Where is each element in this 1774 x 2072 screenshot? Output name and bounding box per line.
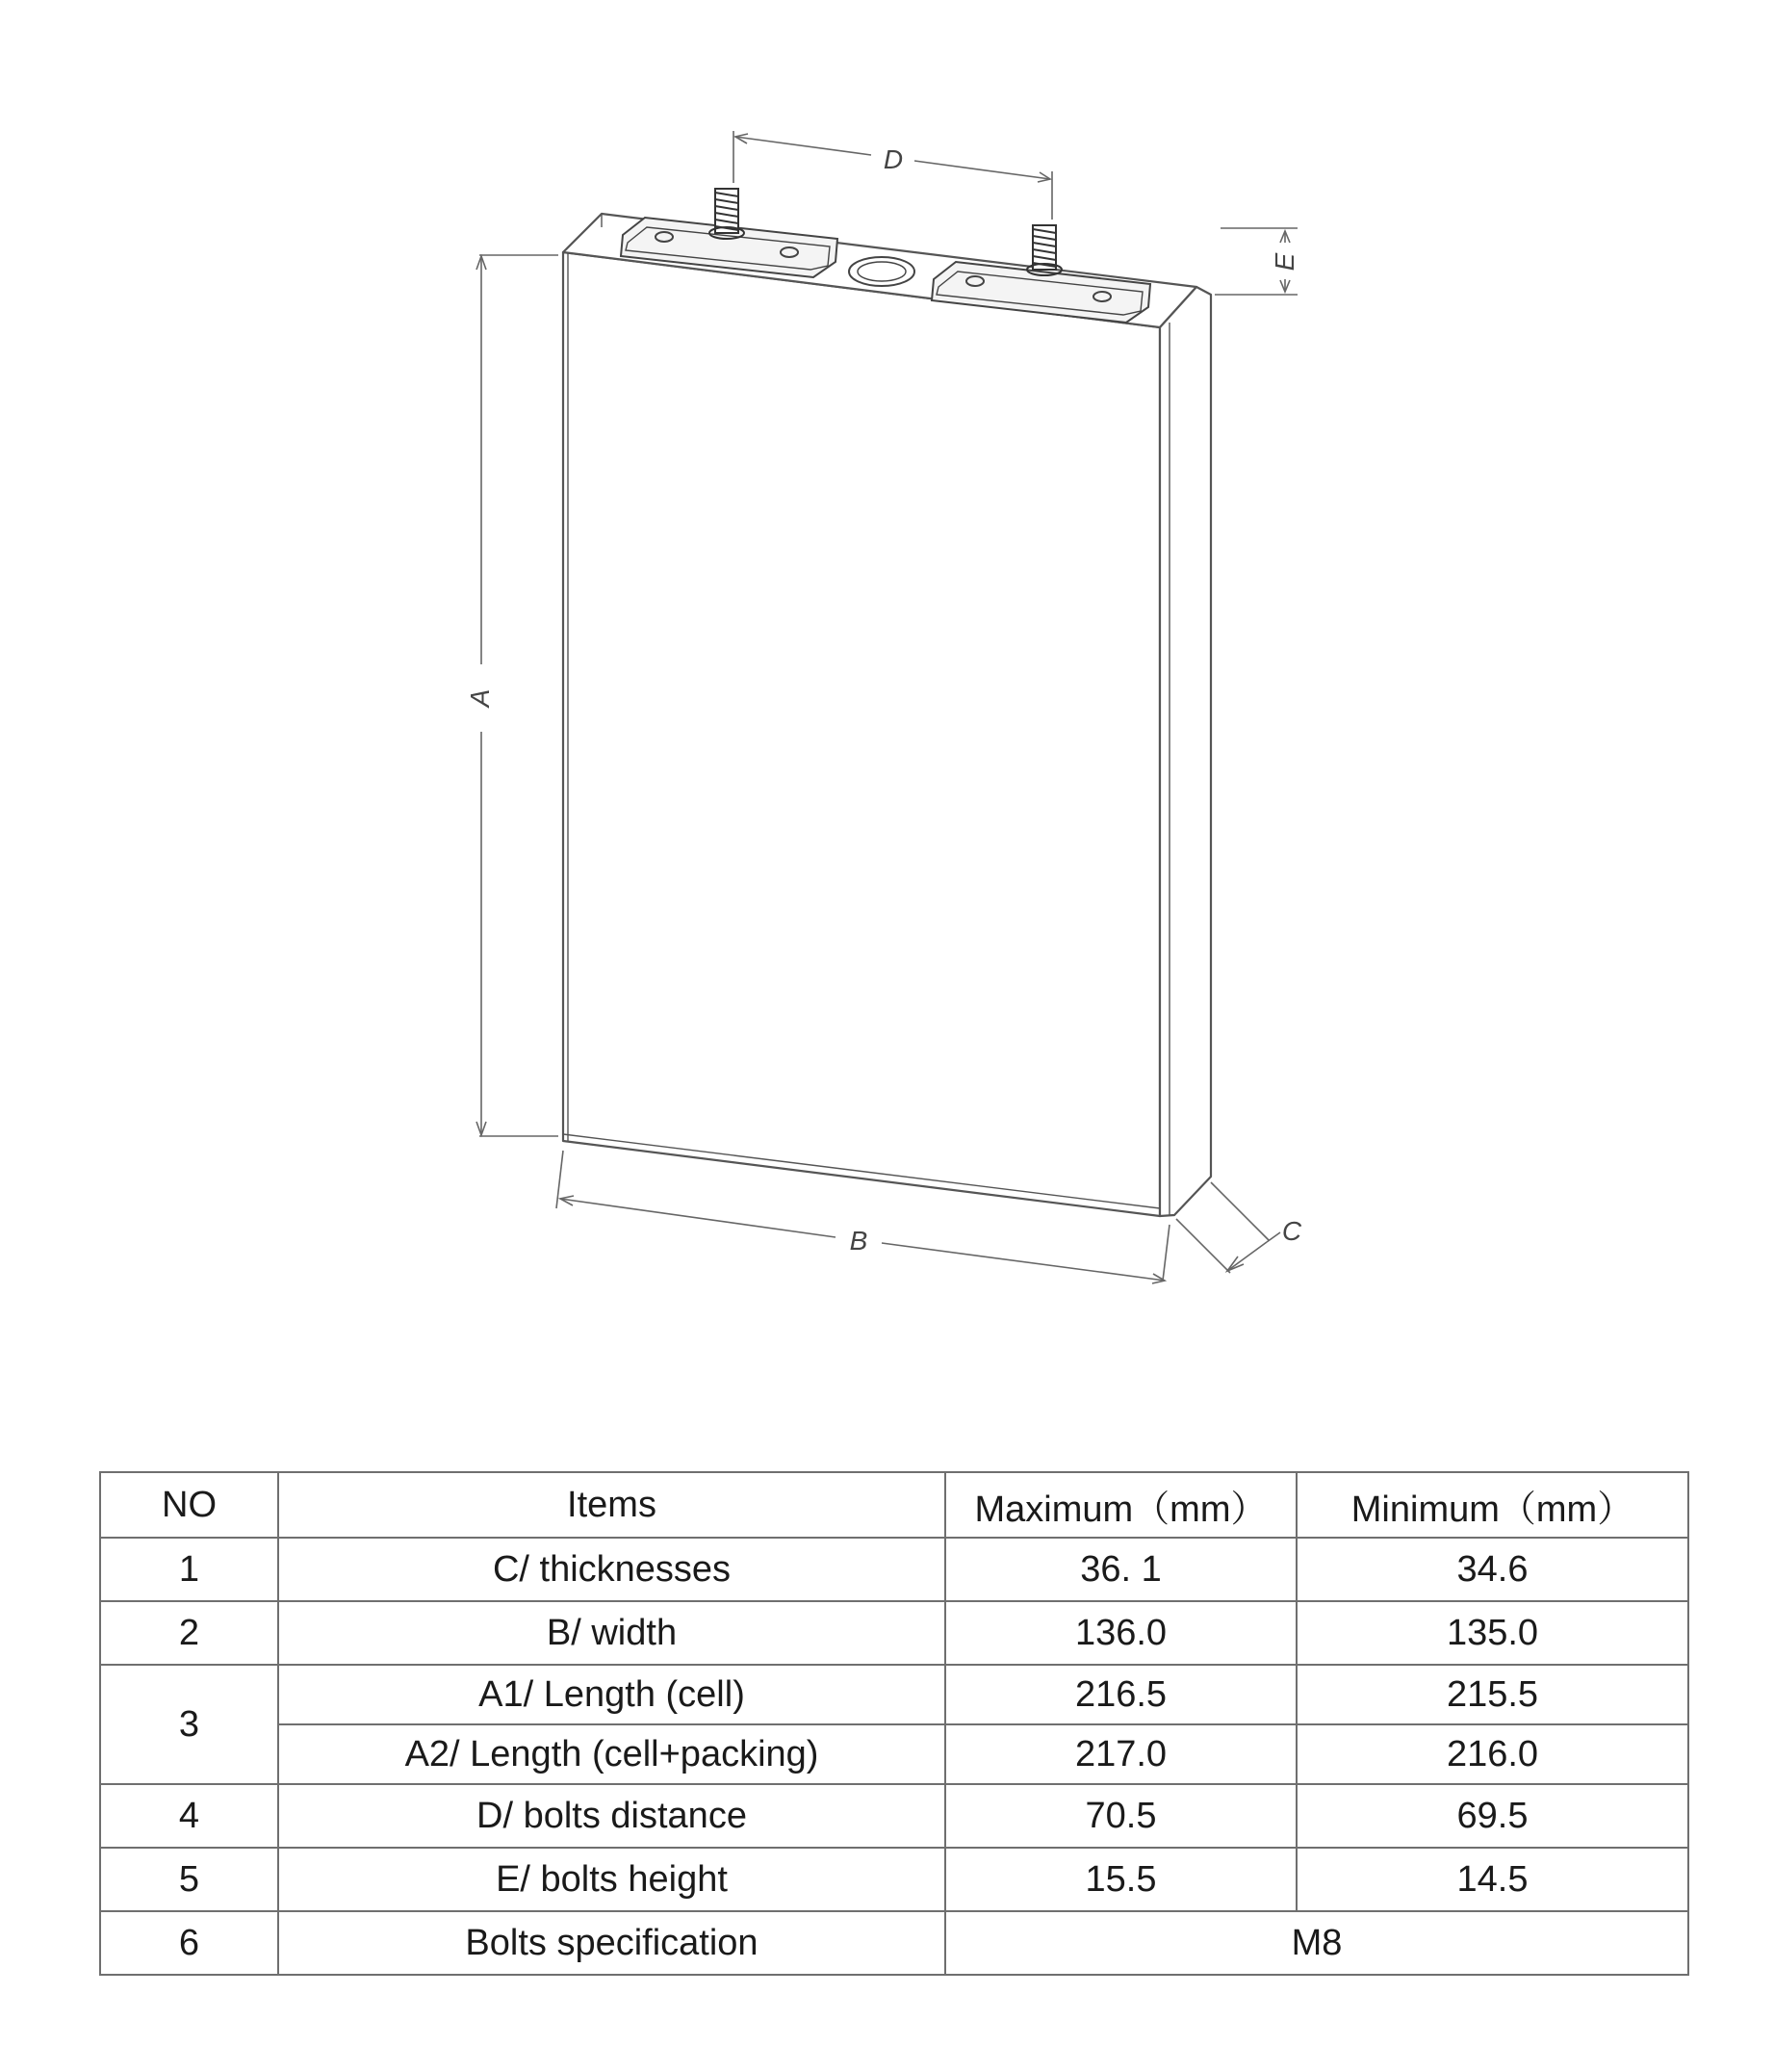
row-no: 2: [100, 1601, 278, 1665]
dimension-d-label: D: [883, 144, 904, 174]
header-minimum: Minimum（mm）: [1297, 1472, 1688, 1538]
row-min: 14.5: [1297, 1848, 1688, 1911]
row-max: 36. 1: [945, 1538, 1297, 1601]
row-max: 216.5: [945, 1665, 1297, 1724]
table-header-row: [100, 1472, 1688, 1538]
row-no: 5: [100, 1848, 278, 1911]
row-item: Bolts specification: [278, 1911, 945, 1975]
row-no: 1: [100, 1538, 278, 1601]
row-no: 4: [100, 1784, 278, 1848]
bolt-right: [1027, 225, 1062, 275]
table-row: [100, 1784, 1688, 1848]
dimension-e-label: E: [1270, 252, 1299, 272]
row-min: 135.0: [1297, 1601, 1688, 1665]
row-item: A1/ Length (cell): [278, 1665, 945, 1724]
row-no: 6: [100, 1911, 278, 1975]
header-no: NO: [100, 1472, 278, 1538]
table-row: [100, 1848, 1688, 1911]
table-row: [100, 1538, 1688, 1601]
dimension-b-label: B: [849, 1226, 868, 1256]
bolt-left: [709, 189, 744, 239]
dimension-c-label: C: [1281, 1216, 1302, 1246]
header-items: Items: [278, 1472, 945, 1538]
row-value: M8: [945, 1911, 1688, 1975]
row-min: 69.5: [1297, 1784, 1688, 1848]
dimension-a-label: A: [465, 688, 495, 708]
row-min: 34.6: [1297, 1538, 1688, 1601]
table-row: [100, 1911, 1688, 1975]
row-item: A2/ Length (cell+packing): [278, 1724, 945, 1784]
row-no: 3: [100, 1665, 278, 1784]
table-row: [100, 1665, 1688, 1724]
row-item: C/ thicknesses: [278, 1538, 945, 1601]
table-row: [100, 1601, 1688, 1665]
cell-side-face: [1160, 287, 1211, 1216]
row-max: 70.5: [945, 1784, 1297, 1848]
row-max: 217.0: [945, 1724, 1297, 1784]
cell-front-face: [563, 252, 1160, 1216]
row-item: B/ width: [278, 1601, 945, 1665]
row-max: 15.5: [945, 1848, 1297, 1911]
header-maximum: Maximum（mm）: [945, 1472, 1297, 1538]
table-row: [100, 1724, 1688, 1784]
row-min: 216.0: [1297, 1724, 1688, 1784]
row-item: E/ bolts height: [278, 1848, 945, 1911]
row-min: 215.5: [1297, 1665, 1688, 1724]
cell-body: [563, 214, 1211, 1216]
row-item: D/ bolts distance: [278, 1784, 945, 1848]
row-max: 136.0: [945, 1601, 1297, 1665]
specification-table: [99, 1471, 1689, 1976]
